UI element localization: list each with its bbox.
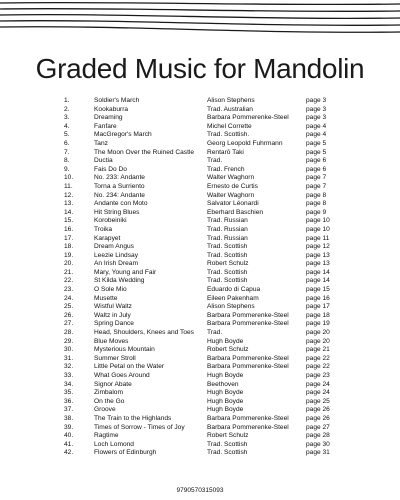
piece-title: Blue Moves bbox=[94, 337, 129, 345]
piece-title: What Goes Around bbox=[94, 372, 150, 379]
composer-name: Eduardo di Capua bbox=[207, 286, 261, 294]
page-reference: page 31 bbox=[306, 449, 330, 457]
page-reference: page 4 bbox=[306, 122, 327, 130]
contents-number: 7. bbox=[64, 148, 70, 156]
contents-number: 31. bbox=[64, 354, 74, 362]
composer-name: Trad. Scottish bbox=[207, 440, 248, 448]
composer-name: Trad. bbox=[207, 157, 223, 165]
contents-number: 11. bbox=[64, 182, 73, 190]
contents-number: 32. bbox=[64, 363, 74, 371]
composer-name: Trad. Scottish. bbox=[207, 131, 250, 139]
composer-name: Michel Corrette bbox=[207, 122, 252, 130]
contents-row bbox=[64, 320, 394, 329]
page-reference: page 18 bbox=[306, 311, 330, 319]
composer-name: Trad. Australian bbox=[207, 105, 253, 113]
contents-number: 37. bbox=[64, 406, 74, 414]
piece-title: Times of Sorrow - Times of Joy bbox=[94, 423, 185, 431]
contents-number: 36. bbox=[64, 397, 74, 405]
piece-title: Torna a Surriento bbox=[94, 182, 145, 190]
piece-title: Korobeiniki bbox=[94, 217, 127, 225]
page-reference: page 5 bbox=[306, 139, 327, 147]
page-reference: page 22 bbox=[306, 354, 330, 362]
piece-title: Ductia bbox=[94, 157, 113, 165]
piece-title: St Kilda Wedding bbox=[94, 277, 145, 285]
page-reference: page 13 bbox=[306, 251, 330, 259]
piece-title: Fanfare bbox=[94, 122, 117, 130]
composer-name: Robert Schulz bbox=[207, 260, 249, 268]
page-reference: page 20 bbox=[306, 337, 330, 345]
contents-number: 14. bbox=[64, 208, 74, 216]
piece-title: Flowers of Edinburgh bbox=[94, 449, 157, 457]
piece-title: No. 234: Andante bbox=[94, 191, 145, 199]
composer-name: Walter Waghorn bbox=[207, 191, 255, 199]
contents-number: 24. bbox=[64, 294, 74, 302]
composer-name: Hugh Boyde bbox=[207, 389, 244, 397]
composer-name: Georg Leopold Fuhrmann bbox=[207, 139, 283, 147]
music-staff-decoration bbox=[0, 0, 400, 42]
contents-row bbox=[64, 329, 394, 338]
contents-row bbox=[64, 406, 394, 415]
contents-number: 40. bbox=[64, 432, 74, 440]
piece-title: No. 233: Andante bbox=[94, 174, 145, 182]
contents-row bbox=[64, 209, 394, 218]
contents-row bbox=[64, 303, 394, 312]
composer-name: Barbara Pommerenke-Steel bbox=[207, 311, 289, 319]
contents-number: 17. bbox=[64, 234, 74, 242]
page-reference: page 26 bbox=[306, 406, 330, 414]
piece-title: Summer Stroll bbox=[94, 354, 136, 362]
page-reference: page 14 bbox=[306, 277, 330, 285]
page-reference: page 6 bbox=[306, 165, 327, 173]
contents-row bbox=[64, 277, 394, 286]
contents-number: 1. bbox=[64, 97, 70, 104]
contents-number: 4. bbox=[64, 122, 70, 130]
contents-number: 33. bbox=[64, 372, 74, 379]
contents-row bbox=[64, 269, 394, 278]
composer-name: Alison Stephens bbox=[207, 303, 255, 311]
piece-title: An Irish Dream bbox=[94, 260, 138, 268]
piece-title: O Sole Mio bbox=[94, 286, 127, 294]
contents-row bbox=[64, 106, 394, 115]
page-reference: page 13 bbox=[306, 260, 330, 268]
contents-number: 12. bbox=[64, 191, 74, 199]
page-reference: page 11 bbox=[306, 234, 330, 242]
page-reference: page 25 bbox=[306, 397, 330, 405]
composer-name: Trad. Scottish bbox=[207, 449, 248, 457]
contents-row bbox=[64, 372, 394, 381]
contents-row bbox=[64, 424, 394, 433]
piece-title: Signor Abate bbox=[94, 380, 132, 388]
page-reference: page 4 bbox=[306, 131, 327, 139]
contents-number: 35. bbox=[64, 389, 74, 397]
contents-number: 30. bbox=[64, 346, 74, 354]
contents-row bbox=[64, 131, 394, 140]
composer-name: Salvator Léonardi bbox=[207, 200, 259, 208]
contents-row bbox=[64, 432, 394, 441]
page-reference: page 5 bbox=[306, 148, 327, 156]
contents-number: 10. bbox=[64, 174, 74, 182]
table-of-contents bbox=[64, 97, 394, 458]
page-reference: page 22 bbox=[306, 363, 330, 371]
contents-row bbox=[64, 217, 394, 226]
contents-number: 22. bbox=[64, 277, 74, 285]
piece-title: Hit String Blues bbox=[94, 208, 140, 216]
contents-row bbox=[64, 243, 394, 252]
contents-row bbox=[64, 192, 394, 201]
isbn-number: 9790570315093 bbox=[176, 487, 224, 494]
piece-title: Andante con Moto bbox=[94, 200, 148, 208]
piece-title: Wistful Waltz bbox=[94, 303, 132, 311]
contents-number: 13. bbox=[64, 200, 74, 208]
page-reference: page 24 bbox=[306, 380, 330, 388]
contents-number: 20. bbox=[64, 260, 74, 268]
composer-name: Walter Waghorn bbox=[207, 174, 255, 182]
contents-row bbox=[64, 123, 394, 132]
page-reference: page 15 bbox=[306, 286, 330, 294]
composer-name: Robert Schulz bbox=[207, 432, 249, 440]
composer-name: Trad. Scottish bbox=[207, 243, 248, 251]
contents-row bbox=[64, 157, 394, 166]
contents-number: 42. bbox=[64, 449, 74, 457]
page-reference: page 3 bbox=[306, 114, 327, 122]
contents-row bbox=[64, 235, 394, 244]
contents-number: 2. bbox=[64, 105, 70, 113]
composer-name: Trad. French bbox=[207, 165, 245, 173]
page-reference: page 10 bbox=[306, 225, 330, 233]
composer-name: Rentarō Taki bbox=[207, 148, 244, 156]
piece-title: Ragtime bbox=[94, 432, 119, 440]
page-reference: page 16 bbox=[306, 294, 330, 302]
contents-row bbox=[64, 174, 394, 183]
piece-title: Fais Do Do bbox=[94, 165, 127, 173]
page-reference: page 9 bbox=[306, 208, 327, 216]
contents-number: 23. bbox=[64, 286, 74, 294]
contents-row bbox=[64, 346, 394, 355]
piece-title: Spring Dance bbox=[94, 320, 134, 328]
composer-name: Barbara Pommerenke-Steel bbox=[207, 354, 289, 362]
piece-title: Dream Angus bbox=[94, 243, 134, 251]
composer-name: Trad. bbox=[207, 329, 223, 337]
contents-number: 18. bbox=[64, 243, 74, 251]
contents-row bbox=[64, 286, 394, 295]
composer-name: Trad. Russian bbox=[207, 234, 248, 242]
contents-row bbox=[64, 441, 394, 450]
page-reference: page 10 bbox=[306, 217, 330, 225]
composer-name: Barbara Pommerenke-Steel bbox=[207, 114, 289, 122]
piece-title: Mary, Young and Fair bbox=[94, 268, 157, 276]
contents-number: 38. bbox=[64, 414, 74, 422]
piece-title: Groove bbox=[94, 406, 116, 414]
contents-row bbox=[64, 415, 394, 424]
contents-number: 34. bbox=[64, 380, 74, 388]
contents-row bbox=[64, 449, 394, 458]
piece-title: Leezie Lindsay bbox=[94, 251, 138, 259]
composer-name: Barbara Pommerenke-Steel bbox=[207, 423, 289, 431]
piece-title: Mysterious Mountain bbox=[94, 346, 155, 354]
contents-row bbox=[64, 114, 394, 123]
composer-name: Trad. Scottish bbox=[207, 268, 248, 276]
page-reference: page 23 bbox=[306, 372, 330, 379]
contents-number: 15. bbox=[64, 217, 74, 225]
piece-title: Little Petal on the Water bbox=[94, 363, 165, 371]
piece-title: The Train to the Highlands bbox=[94, 414, 172, 422]
piece-title: Karapyet bbox=[94, 234, 121, 242]
piece-title: Musette bbox=[94, 294, 118, 302]
page-reference: page 19 bbox=[306, 320, 330, 328]
page-reference: page 21 bbox=[306, 346, 330, 354]
page-title: Graded Music for Mandolin bbox=[35, 53, 365, 84]
piece-title: Waltz in July bbox=[94, 311, 131, 319]
contents-row bbox=[64, 226, 394, 235]
page-reference: page 6 bbox=[306, 157, 327, 165]
page-reference: page 20 bbox=[306, 329, 330, 337]
contents-number: 25. bbox=[64, 303, 74, 311]
piece-title: Soldier's March bbox=[94, 97, 140, 104]
composer-name: Eberhard Baschien bbox=[207, 208, 264, 216]
page-reference: page 28 bbox=[306, 432, 330, 440]
contents-number: 27. bbox=[64, 320, 74, 328]
contents-row bbox=[64, 149, 394, 158]
piece-title: Dreaming bbox=[94, 114, 123, 122]
piece-title: On the Go bbox=[94, 397, 125, 405]
contents-row bbox=[64, 200, 394, 209]
contents-number: 41. bbox=[64, 440, 74, 448]
page-reference: page 14 bbox=[306, 268, 330, 276]
composer-name: Ernesto de Curtis bbox=[207, 182, 258, 190]
composer-name: Hugh Boyde bbox=[207, 372, 244, 379]
contents-number: 9. bbox=[64, 165, 70, 173]
composer-name: Trad. Scottish bbox=[207, 251, 248, 259]
composer-name: Barbara Pommerenke-Steel bbox=[207, 414, 289, 422]
contents-row bbox=[64, 183, 394, 192]
composer-name: Alison Stephens bbox=[207, 97, 255, 104]
composer-name: Barbara Pommerenke-Steel bbox=[207, 320, 289, 328]
contents-row bbox=[64, 338, 394, 347]
contents-row bbox=[64, 140, 394, 149]
page-reference: page 30 bbox=[306, 440, 330, 448]
contents-number: 3. bbox=[64, 114, 70, 122]
piece-title: The Moon Over the Ruined Castle bbox=[94, 148, 195, 156]
contents-row bbox=[64, 260, 394, 269]
piece-title: Zimbalom bbox=[94, 389, 123, 397]
composer-name: Barbara Pommerenke-Steel bbox=[207, 363, 289, 371]
composer-name: Beethoven bbox=[207, 380, 239, 388]
composer-name: Robert Schulz bbox=[207, 346, 249, 354]
composer-name: Eileen Pakenham bbox=[207, 294, 259, 302]
composer-name: Hugh Boyde bbox=[207, 397, 244, 405]
piece-title: Head, Shoulders, Knees and Toes bbox=[94, 329, 194, 337]
piece-title: Tanz bbox=[94, 139, 108, 147]
piece-title: Loch Lomond bbox=[94, 440, 134, 448]
composer-name: Trad. Russian bbox=[207, 217, 248, 225]
composer-name: Trad. Scottish bbox=[207, 277, 248, 285]
page-reference: page 26 bbox=[306, 414, 330, 422]
page-reference: page 24 bbox=[306, 389, 330, 397]
contents-row bbox=[64, 381, 394, 390]
contents-row bbox=[64, 355, 394, 364]
page-reference: page 7 bbox=[306, 174, 327, 182]
contents-row bbox=[64, 312, 394, 321]
composer-name: Hugh Boyde bbox=[207, 337, 244, 345]
contents-number: 29. bbox=[64, 337, 74, 345]
contents-number: 6. bbox=[64, 139, 70, 147]
page-reference: page 12 bbox=[306, 243, 330, 251]
contents-row bbox=[64, 295, 394, 304]
contents-row bbox=[64, 252, 394, 261]
contents-row bbox=[64, 389, 394, 398]
contents-number: 5. bbox=[64, 131, 70, 139]
contents-row bbox=[64, 97, 394, 106]
page-reference: page 7 bbox=[306, 182, 327, 190]
page-reference: page 3 bbox=[306, 97, 327, 104]
contents-number: 39. bbox=[64, 423, 74, 431]
page-reference: page 17 bbox=[306, 303, 330, 311]
page-reference: page 3 bbox=[306, 105, 327, 113]
contents-number: 26. bbox=[64, 311, 74, 319]
piece-title: Kookaburra bbox=[94, 105, 129, 113]
contents-row bbox=[64, 363, 394, 372]
contents-number: 16. bbox=[64, 225, 74, 233]
contents-row bbox=[64, 166, 394, 175]
page-reference: page 27 bbox=[306, 423, 330, 431]
contents-number: 28. bbox=[64, 329, 74, 337]
page-reference: page 8 bbox=[306, 191, 327, 199]
contents-number: 8. bbox=[64, 157, 70, 165]
contents-row bbox=[64, 398, 394, 407]
page-reference: page 8 bbox=[306, 200, 327, 208]
contents-number: 19. bbox=[64, 251, 74, 259]
piece-title: MacGregor's March bbox=[94, 131, 152, 139]
contents-number: 21. bbox=[64, 268, 74, 276]
composer-name: Hugh Boyde bbox=[207, 406, 244, 414]
piece-title: Troika bbox=[94, 225, 113, 233]
composer-name: Trad. Russian bbox=[207, 225, 248, 233]
